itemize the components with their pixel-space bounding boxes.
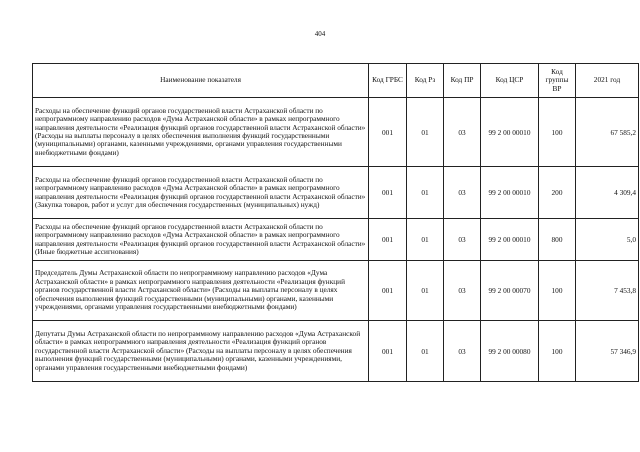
row-pr: 03 [444, 261, 481, 321]
row-vr: 100 [539, 261, 576, 321]
row-amount: 67 585,2 [576, 98, 639, 167]
row-grbs: 001 [369, 98, 407, 167]
row-name: Расходы на обеспечение функций органов государственной власти Астраханской области по непрограммному направлению расходов «Дума Астраханской области» в рамках непрограммного направления деятельности «Реализация функций органов государственной власти Астраханской области» (Иные бюджетные ассигнования) [33, 219, 369, 261]
row-rz: 01 [407, 98, 444, 167]
table-row [33, 219, 639, 261]
row-pr: 03 [444, 219, 481, 261]
header-name: Наименование показателя [33, 64, 369, 98]
row-rz: 01 [407, 167, 444, 219]
row-csr: 99 2 00 00010 [481, 98, 539, 167]
row-amount: 5,0 [576, 219, 639, 261]
header-year: 2021 год [576, 64, 639, 98]
row-grbs: 001 [369, 261, 407, 321]
row-amount: 7 453,8 [576, 261, 639, 321]
table-header-row [33, 64, 639, 98]
row-csr: 99 2 00 00080 [481, 321, 539, 382]
header-rz: Код Рз [407, 64, 444, 98]
row-pr: 03 [444, 321, 481, 382]
row-csr: 99 2 00 00010 [481, 219, 539, 261]
row-pr: 03 [444, 98, 481, 167]
row-rz: 01 [407, 321, 444, 382]
row-amount: 57 346,9 [576, 321, 639, 382]
row-amount: 4 309,4 [576, 167, 639, 219]
header-vr: Код группы ВР [539, 64, 576, 98]
row-pr: 03 [444, 167, 481, 219]
table-row [33, 167, 639, 219]
row-grbs: 001 [369, 219, 407, 261]
row-vr: 100 [539, 98, 576, 167]
row-name: Расходы на обеспечение функций органов государственной власти Астраханской области по непрограммному направлению расходов «Дума Астраханской области» в рамках непрограммного направления деятельности «Реализация функций органов государственной власти Астраханской области» (Расходы на выплаты персоналу в целях обеспечения выполнения функций государственными (муниципальными) органами, казенными учреждениями, органами управления государственными внебюджетными фондами) [33, 98, 369, 167]
row-grbs: 001 [369, 167, 407, 219]
row-vr: 100 [539, 321, 576, 382]
row-grbs: 001 [369, 321, 407, 382]
row-vr: 200 [539, 167, 576, 219]
row-csr: 99 2 00 00010 [481, 167, 539, 219]
row-rz: 01 [407, 219, 444, 261]
header-grbs: Код ГРБС [369, 64, 407, 98]
row-vr: 800 [539, 219, 576, 261]
table-row [33, 261, 639, 321]
row-rz: 01 [407, 261, 444, 321]
row-name: Председатель Думы Астраханской области по непрограммному направлению расходов «Дума Астраханской области» в рамках непрограммного направления деятельности «Реализация функций органов государственной власти Астраханской области» (Расходы на выплаты персоналу в целях обеспечения выполнения функций государственными (муниципальными) органами, казенными учреждениями, органами управления государственными внебюджетными фондами) [33, 261, 369, 321]
header-csr: Код ЦСР [481, 64, 539, 98]
row-name: Депутаты Думы Астраханской области по непрограммному направлению расходов «Дума Астраханской области» в рамках непрограммного направления деятельности «Реализация функций органов государственной власти Астраханской области» (Расходы на выплаты персоналу в целях обеспечения выполнения функций государственными (муниципальными) органами, казенными учреждениями, органами управления государственными внебюджетными фондами) [33, 321, 369, 382]
budget-table [32, 63, 639, 382]
row-name: Расходы на обеспечение функций органов государственной власти Астраханской области по непрограммному направлению расходов «Дума Астраханской области» в рамках непрограммного направления деятельности «Реализация функций органов государственной власти Астраханской области» (Закупка товаров, работ и услуг для обеспечения государственных (муниципальных) нужд) [33, 167, 369, 219]
table-row [33, 321, 639, 382]
row-csr: 99 2 00 00070 [481, 261, 539, 321]
header-pr: Код ПР [444, 64, 481, 98]
table-row [33, 98, 639, 167]
page-number: 404 [314, 30, 326, 38]
